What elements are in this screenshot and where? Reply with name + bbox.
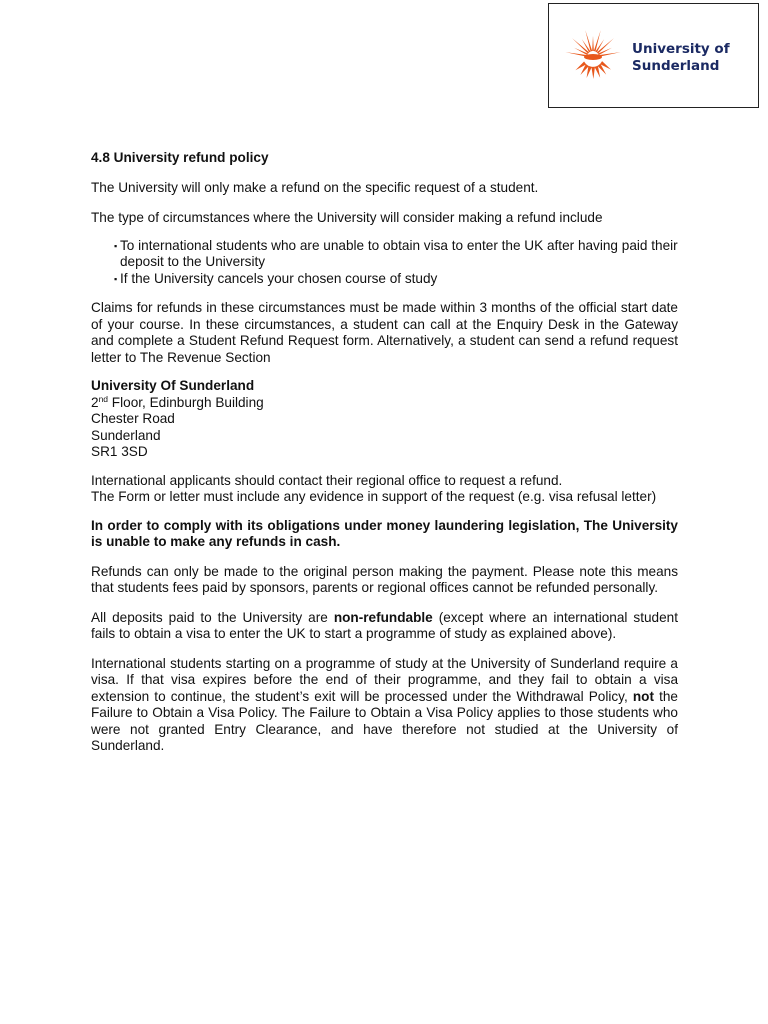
visa-policy-paragraph: International students starting on a programme of study at the University of Sunderland require a visa. If that visa expires before the end of their programme, and they fail to obtain a visa extension to continue, the student’s exit will be processed under the Withdrawal Policy, not the Failure to Obtain a Visa Policy. The Failure to Obtain a Visa Policy applies to those students who were not granted Entry Clearance, and have therefore not studied at the University of Sunderland.	[91, 655, 678, 753]
logo-wordmark	[632, 41, 730, 75]
logo-line-1: University of	[632, 41, 730, 57]
document-body	[91, 150, 678, 755]
circumstances-list	[91, 238, 678, 288]
circumstances-intro: The type of circumstances where the University will consider making a refund include	[91, 210, 603, 225]
money-laundering-notice: In order to comply with its obligations under money laundering legislation, The University is unable to make any refunds in cash.	[91, 517, 678, 549]
logo-box	[548, 3, 759, 108]
address-city: Sunderland	[91, 427, 161, 443]
list-item-text: To international students who are unable to obtain visa to enter the UK after having paid their deposit to the University	[120, 237, 678, 269]
sunburst-logo-icon	[561, 24, 625, 90]
address-postcode: SR1 3SD	[91, 444, 148, 459]
sun-ray	[591, 67, 595, 79]
deposits-paragraph: All deposits paid to the University are non-refundable (except where an international student fails to obtain a visa to enter the UK to start a programme of study as explained above).	[91, 609, 678, 641]
logo-line-2: Sunderland	[632, 58, 720, 74]
address-street: Chester Road	[91, 411, 175, 426]
intro-paragraph: The University will only make a refund on the specific request of a student.	[91, 179, 539, 195]
sun-core	[584, 54, 602, 60]
sun-ray	[585, 30, 592, 51]
bullet-glyph: ▪	[114, 240, 118, 251]
list-item	[91, 238, 678, 271]
sun-ray	[592, 36, 594, 51]
evidence-note: The Form or letter must include any evidence in support of the request (e.g. visa refusal letter)	[91, 489, 657, 504]
section-heading: 4.8 University refund policy	[91, 150, 269, 165]
list-item-text: If the University cancels your chosen course of study	[120, 270, 438, 286]
original-person-paragraph: Refunds can only be made to the original person making the payment. Please note this means that students fees paid by sponsors, parents or regional offices cannot be refunded personally.	[91, 563, 678, 595]
claims-paragraph: Claims for refunds in these circumstances must be made within 3 months of the official start date of your course. In these circumstances, a student can call at the Enquiry Desk in the Gateway and complete a Student Refund Request form. Alternatively, a student can send a refund request letter to The Revenue Section	[91, 300, 678, 365]
address-name: University Of Sunderland	[91, 378, 255, 393]
address-floor: 2nd Floor, Edinburgh Building	[91, 393, 264, 410]
bullet-glyph: ▪	[114, 273, 118, 284]
sun-ray	[587, 66, 592, 78]
address-block	[91, 378, 678, 461]
sun-ray	[594, 30, 601, 51]
list-item	[91, 271, 678, 288]
international-contact: International applicants should contact their regional office to request a refund.	[91, 472, 563, 488]
